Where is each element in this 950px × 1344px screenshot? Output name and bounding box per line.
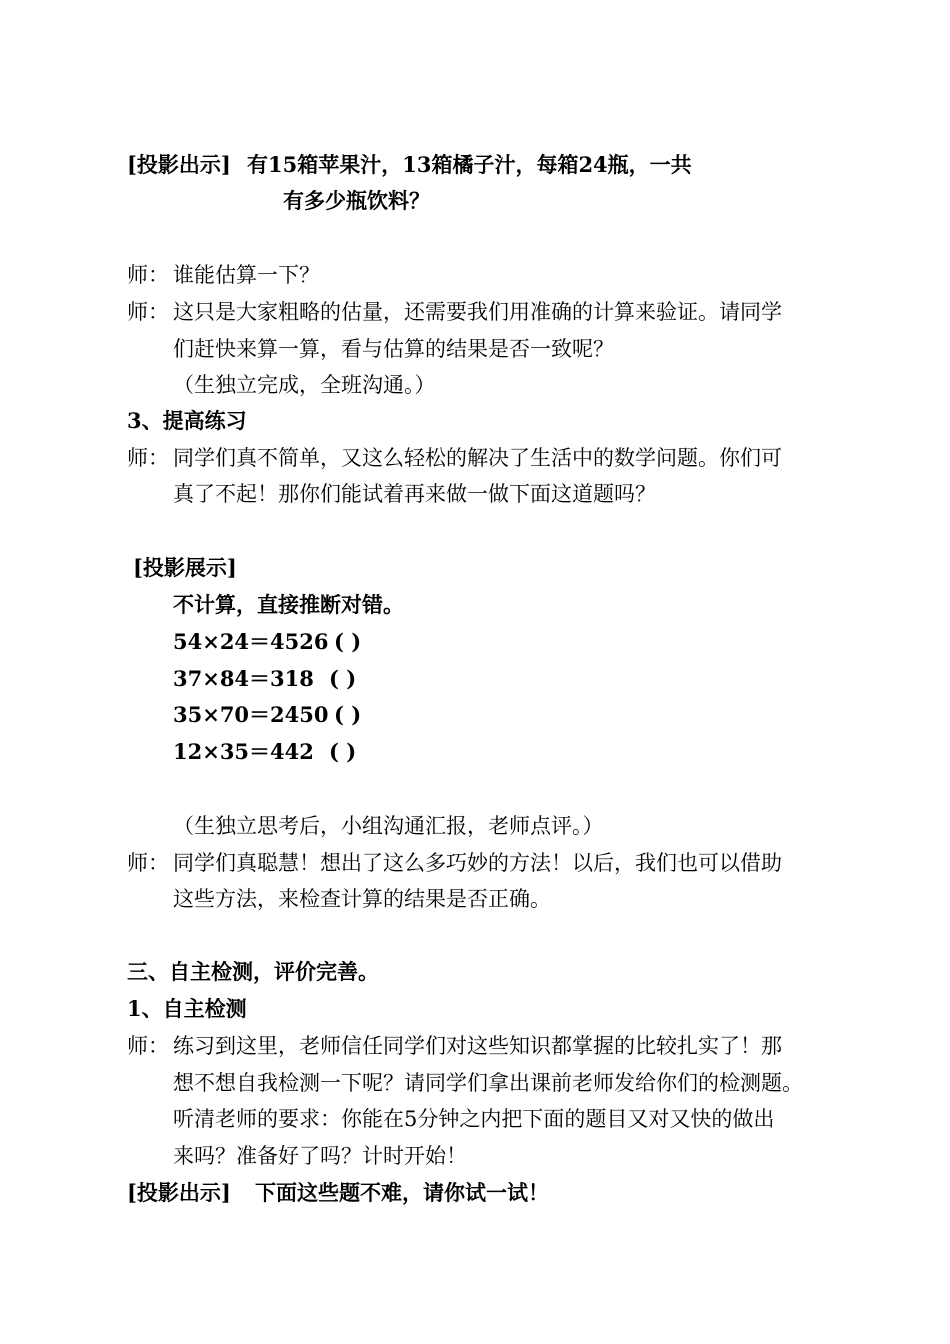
dialog-text: 真了不起！那你们能试着再来做一做下面这道题吗？ [173, 482, 656, 506]
problem-text-line-1: 有15箱苹果汁，13箱橘子汁，每箱24瓶，一共 [247, 152, 692, 177]
speaker-label: 师： [127, 1034, 169, 1058]
speaker-label: 师： [127, 300, 169, 324]
equation-expression: 12×35＝442 [173, 739, 314, 764]
part-heading: 三、自主检测，评价完善。 [127, 959, 379, 984]
dialog-text: 练习到这里，老师信任同学们对这些知识都掌握的比较扎实了！那 [173, 1034, 782, 1058]
dialog-text: 这些方法，来检查计算的结果是否正确。 [173, 887, 551, 911]
subsection-heading: 1、自主检测 [127, 996, 247, 1021]
equation-expression: 37×84＝318 [173, 666, 314, 691]
speaker-label: 师： [127, 446, 169, 470]
answer-blank[interactable]: ( ) [334, 629, 362, 654]
answer-blank[interactable]: ( ) [329, 739, 357, 764]
speaker-label: 师： [127, 851, 169, 875]
stage-note: （生独立完成，全班沟通。） [173, 373, 436, 397]
dialog-text: 这只是大家粗略的估量，还需要我们用准确的计算来验证。请同学 [173, 300, 782, 324]
dialog-text: 们赶快来算一算，看与估算的结果是否一致呢？ [173, 337, 614, 361]
answer-blank[interactable]: ( ) [334, 702, 362, 727]
speaker-label: 师： [127, 263, 169, 287]
dialog-text: 同学们真聪慧！想出了这么多巧妙的方法！以后，我们也可以借助 [173, 851, 782, 875]
projection-tag-2: [投影展示] [133, 555, 237, 580]
dialog-text: 想不想自我检测一下呢？请同学们拿出课前老师发给你们的检测题。 [173, 1071, 803, 1095]
dialog-text: 来吗？准备好了吗？计时开始！ [173, 1144, 467, 1168]
projection-tag-3: [投影出示] [127, 1180, 231, 1205]
equation-expression: 35×70＝2450 [173, 702, 329, 727]
dialog-text: 同学们真不简单，又这么轻松的解决了生活中的数学问题。你们可 [173, 446, 782, 470]
dialog-text: 谁能估算一下？ [173, 263, 320, 287]
dialog-text: 听清老师的要求：你能在5分钟之内把下面的题目又对又快的做出 [173, 1107, 775, 1131]
projection-tag-1: [投影出示] [127, 152, 231, 177]
problem-text-line-2: 有多少瓶饮料？ [283, 188, 430, 213]
exercise-prompt: 下面这些题不难，请你试一试！ [255, 1180, 549, 1205]
equation-expression: 54×24＝4526 [173, 629, 329, 654]
answer-blank[interactable]: ( ) [329, 666, 357, 691]
stage-note: （生独立思考后，小组沟通汇报，老师点评。） [173, 814, 604, 838]
exercise-instruction: 不计算，直接推断对错。 [173, 592, 404, 617]
section-heading: 3、提高练习 [127, 408, 247, 433]
